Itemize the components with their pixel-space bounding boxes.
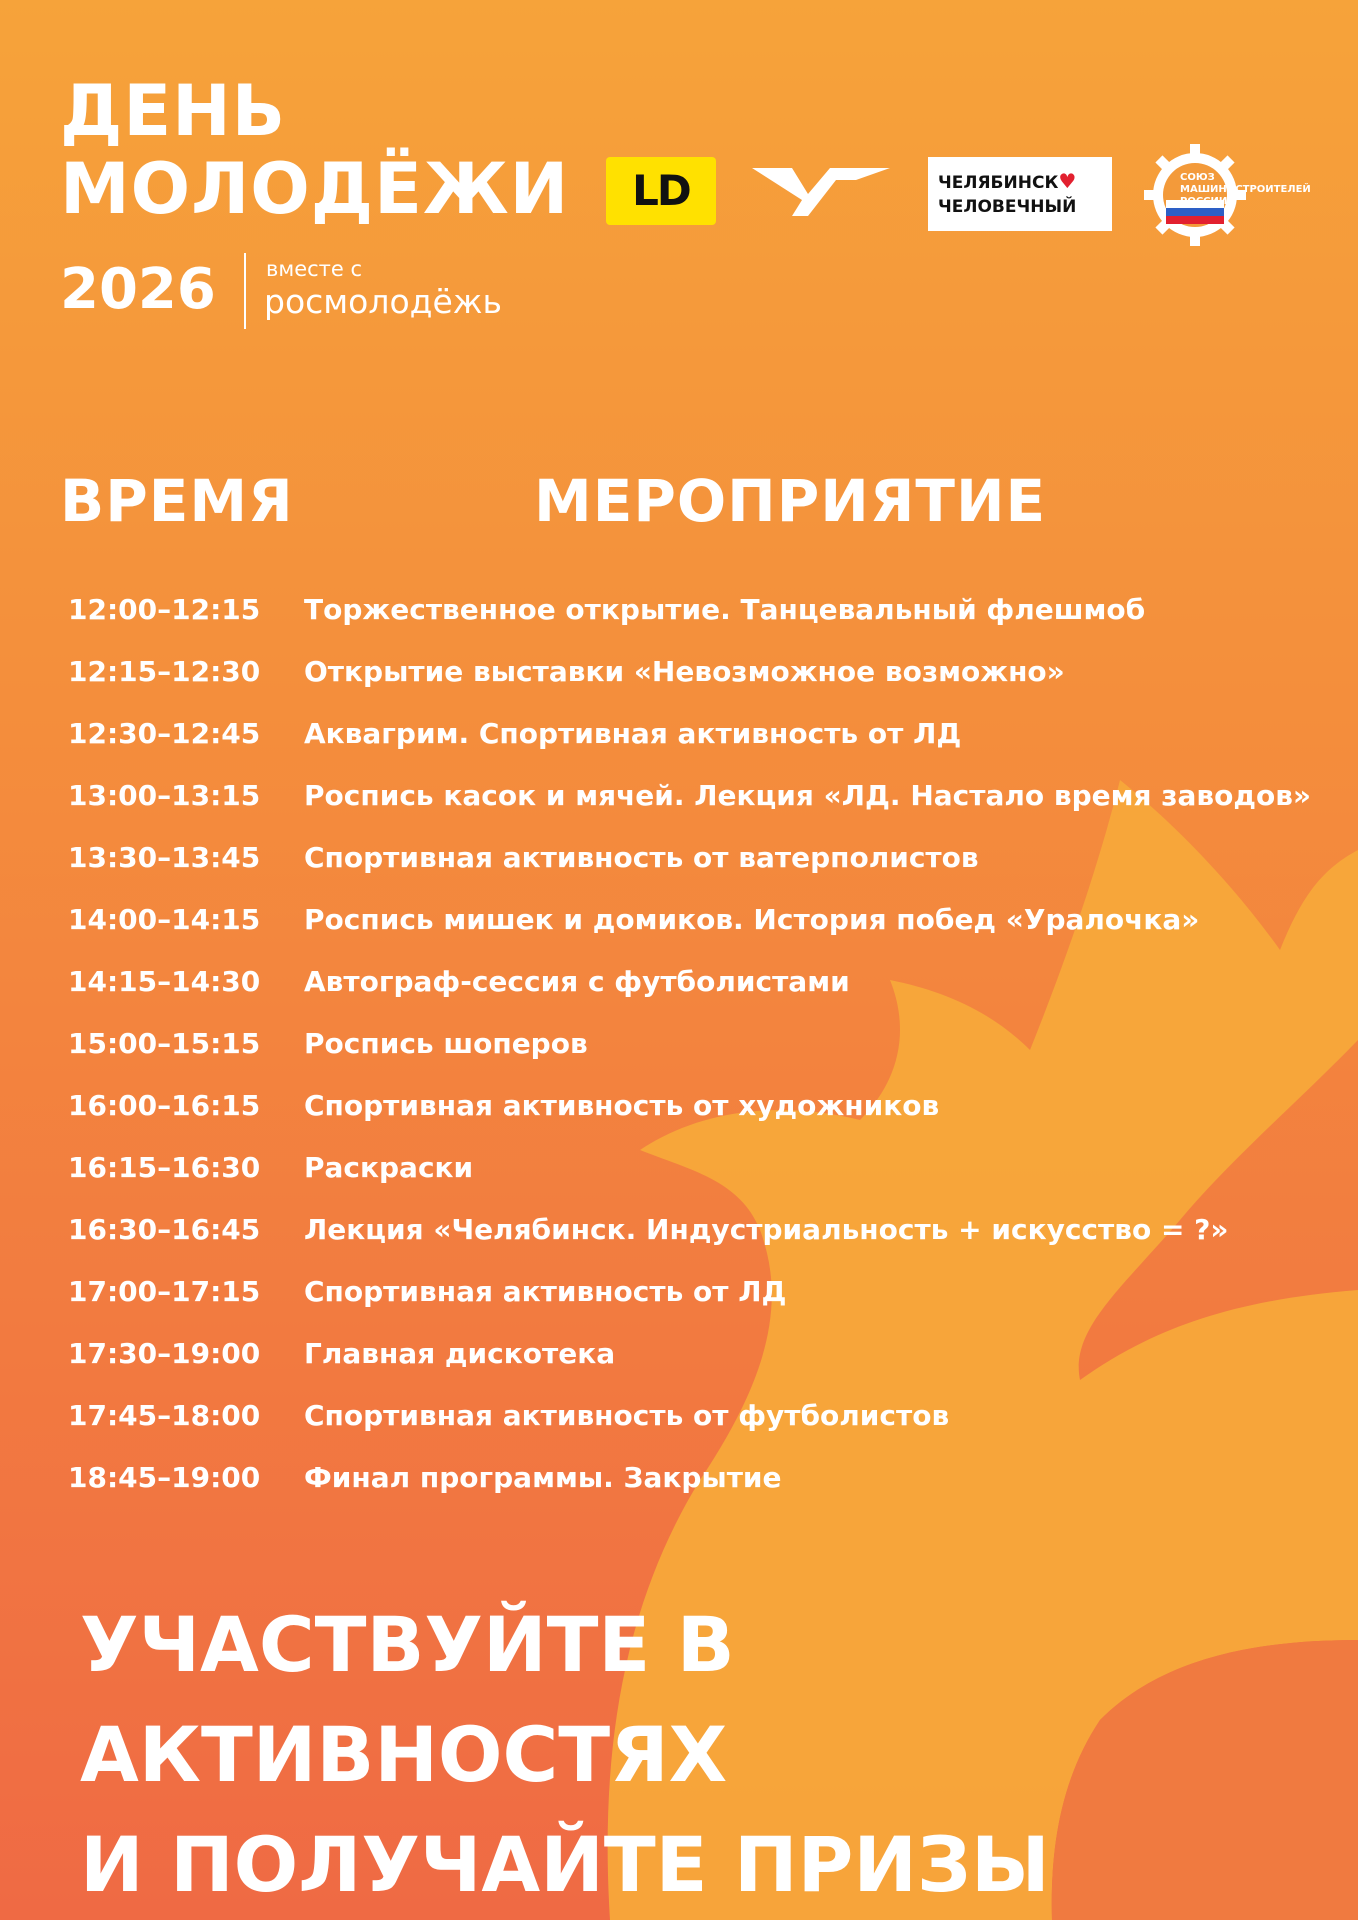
schedule-time: 18:45–19:00: [68, 1460, 261, 1494]
schedule-event: Роспись касок и мячей. Лекция «ЛД. Настало время заводов»: [304, 778, 1312, 812]
schedule-row: [68, 1074, 1348, 1136]
schedule-row: [68, 578, 1348, 640]
schedule-list: [68, 578, 1348, 1508]
schedule-time: 12:15–12:30: [68, 654, 261, 688]
schedule-row: [68, 702, 1348, 764]
schedule-time: 12:30–12:45: [68, 716, 261, 750]
schedule-event: Спортивная активность от художников: [304, 1088, 940, 1122]
partner-prefix: вместе с: [266, 257, 363, 281]
cta-line-2: И ПОЛУЧАЙТЕ ПРИЗЫ: [80, 1820, 1050, 1909]
schedule-event: Раскраски: [304, 1150, 474, 1184]
cta-line-1: УЧАСТВУЙТЕ В АКТИВНОСТЯХ: [80, 1600, 735, 1799]
schedule-row: [68, 1260, 1348, 1322]
schedule-row: [68, 764, 1348, 826]
schedule-time: 13:00–13:15: [68, 778, 261, 812]
schedule-event: Главная дискотека: [304, 1336, 616, 1370]
schedule-time: 12:00–12:15: [68, 592, 261, 626]
event-title: [60, 72, 569, 228]
schedule-time: 16:15–16:30: [68, 1150, 261, 1184]
schedule-row: [68, 950, 1348, 1012]
schedule-event: Открытие выставки «Невозможное возможно»: [304, 654, 1065, 688]
schedule-row: [68, 640, 1348, 702]
schedule-event: Аквагрим. Спортивная активность от ЛД: [304, 716, 962, 750]
call-to-action: [80, 1590, 1358, 1920]
chelyabinsk-logo-line-2: ЧЕЛОВЕЧНЫЙ: [938, 197, 1077, 217]
event-column-header: МЕРОПРИЯТИЕ: [534, 467, 1047, 535]
schedule-time: 14:15–14:30: [68, 964, 261, 998]
partner-name: росмолодёжь: [264, 282, 502, 321]
time-column-header: ВРЕМЯ: [60, 467, 294, 535]
wing-logo-icon: [752, 164, 890, 218]
schedule-time: 16:00–16:15: [68, 1088, 261, 1122]
schedule-row: [68, 1446, 1348, 1508]
schedule-row: [68, 1012, 1348, 1074]
ld-logo: LD: [606, 157, 716, 225]
schedule-row: [68, 826, 1348, 888]
schedule-time: 14:00–14:15: [68, 902, 261, 936]
schedule-event: Торжественное открытие. Танцевальный флешмоб: [304, 592, 1146, 626]
schedule-time: 17:00–17:15: [68, 1274, 261, 1308]
title-line-2: МОЛОДЁЖИ: [60, 148, 570, 230]
heart-icon: ♥: [1058, 169, 1077, 193]
event-year: 2026: [60, 257, 216, 322]
schedule-time: 17:30–19:00: [68, 1336, 261, 1370]
schedule-event: Автограф-сессия с футболистами: [304, 964, 850, 998]
schedule-time: 13:30–13:45: [68, 840, 261, 874]
schedule-event: Лекция «Челябинск. Индустриальность + искусство = ?»: [304, 1212, 1229, 1246]
schedule-time: 17:45–18:00: [68, 1398, 261, 1432]
chelyabinsk-logo-line-1: ЧЕЛЯБИНСК: [938, 173, 1059, 193]
schedule-row: [68, 1198, 1348, 1260]
union-logo-text: СОЮЗ МАШИНОСТРОИТЕЛЕЙ РОССИИ: [1180, 172, 1311, 207]
schedule-event: Роспись шоперов: [304, 1026, 588, 1060]
schedule-row: [68, 1322, 1348, 1384]
schedule-row: [68, 888, 1348, 950]
schedule-time: 15:00–15:15: [68, 1026, 261, 1060]
header-divider: [244, 253, 246, 329]
schedule-time: 16:30–16:45: [68, 1212, 261, 1246]
chelyabinsk-logo: [928, 157, 1112, 231]
schedule-event: Финал программы. Закрытие: [304, 1460, 782, 1494]
schedule-row: [68, 1384, 1348, 1446]
schedule-event: Спортивная активность от ЛД: [304, 1274, 787, 1308]
schedule-row: [68, 1136, 1348, 1198]
title-line-1: ДЕНЬ: [60, 70, 287, 152]
schedule-event: Роспись мишек и домиков. История побед «Уралочка»: [304, 902, 1200, 936]
schedule-event: Спортивная активность от ватерполистов: [304, 840, 979, 874]
schedule-event: Спортивная активность от футболистов: [304, 1398, 950, 1432]
